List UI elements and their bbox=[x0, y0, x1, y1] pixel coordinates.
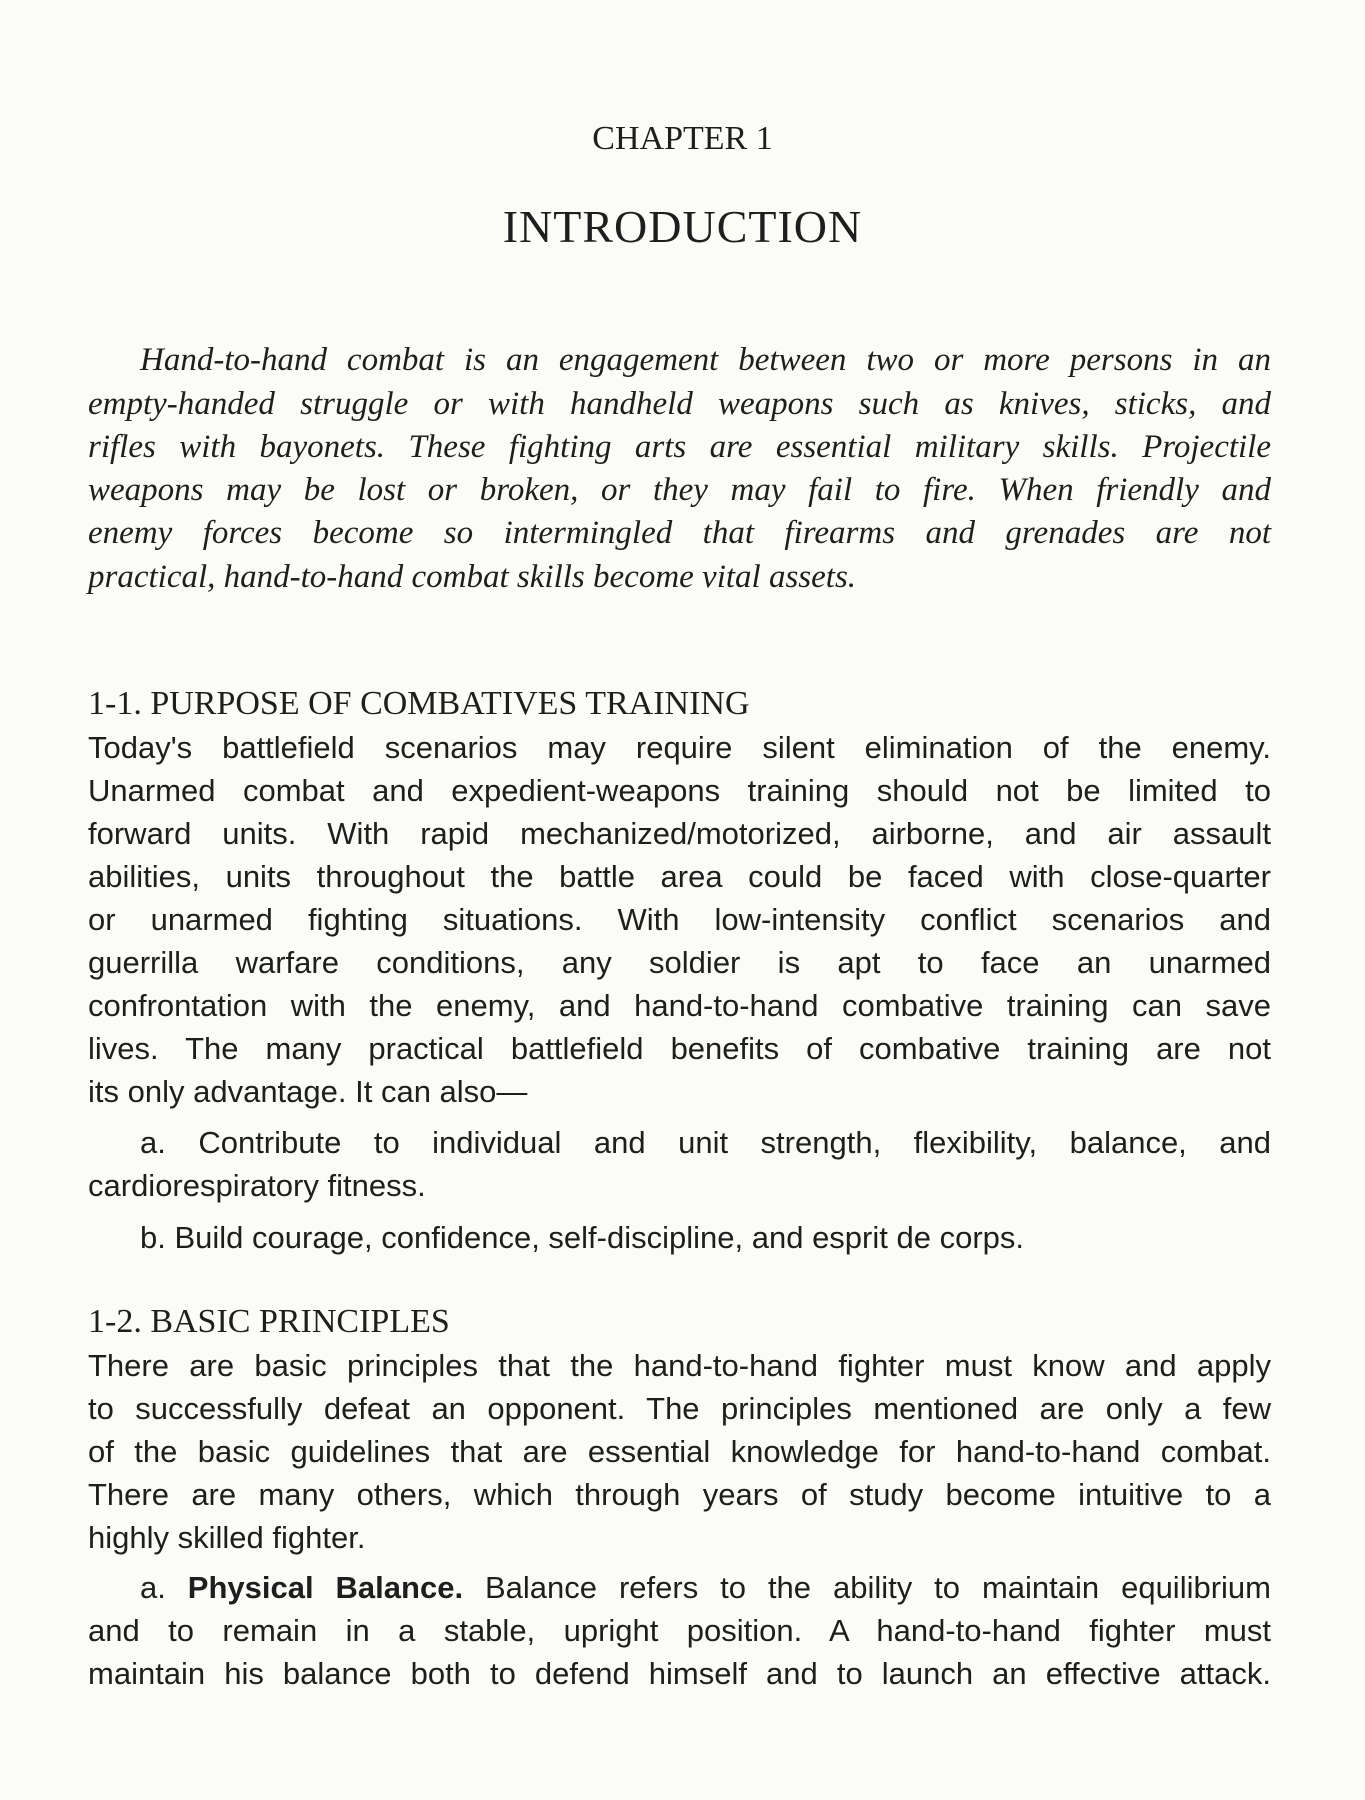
item-prefix: a. bbox=[140, 1570, 188, 1605]
chapter-title: INTRODUCTION bbox=[502, 201, 863, 252]
body-line: forward units. With rapid mechanized/motorized, airborne, and air assault bbox=[88, 816, 1271, 851]
principle-text: Balance refers to the ability to maintain equilibrium bbox=[463, 1570, 1271, 1605]
body-line: There are many others, which through years of study become intuitive to a bbox=[88, 1477, 1271, 1512]
list-item-a: a. Contribute to individual and unit strength, flexibility, balance, and bbox=[140, 1125, 1271, 1160]
principle-term: Physical Balance. bbox=[187, 1570, 464, 1605]
chapter-label: CHAPTER 1 bbox=[592, 120, 773, 157]
list-item-a-cont: cardiorespiratory fitness. bbox=[88, 1168, 426, 1203]
body-line: confrontation with the enemy, and hand-to-hand combative training can save bbox=[88, 988, 1271, 1023]
body-line: guerrilla warfare conditions, any soldier is apt to face an unarmed bbox=[88, 945, 1271, 980]
intro-line: enemy forces become so intermingled that firearms and grenades are not bbox=[88, 515, 1271, 551]
intro-line: Hand-to-hand combat is an engagement between two or more persons in an bbox=[140, 342, 1271, 378]
intro-line: weapons may be lost or broken, or they may fail to fire. When friendly and bbox=[88, 472, 1271, 508]
body-line: maintain his balance both to defend himself and to launch an effective attack. bbox=[88, 1656, 1271, 1691]
body-line: abilities, units throughout the battle area could be faced with close-quarter bbox=[88, 859, 1271, 894]
body-line: of the basic guidelines that are essential knowledge for hand-to-hand combat. bbox=[88, 1434, 1271, 1469]
body-line: its only advantage. It can also— bbox=[88, 1074, 528, 1109]
body-line: to successfully defeat an opponent. The principles mentioned are only a few bbox=[88, 1391, 1271, 1426]
list-item-b: b. Build courage, confidence, self-discipline, and esprit de corps. bbox=[140, 1220, 1024, 1255]
body-line: highly skilled fighter. bbox=[88, 1520, 366, 1555]
body-line: and to remain in a stable, upright position. A hand-to-hand fighter must bbox=[88, 1613, 1271, 1648]
body-line: Unarmed combat and expedient-weapons training should not be limited to bbox=[88, 773, 1271, 808]
intro-line: practical, hand-to-hand combat skills become vital assets. bbox=[88, 559, 857, 595]
body-line: lives. The many practical battlefield benefits of combative training are not bbox=[88, 1031, 1271, 1066]
intro-line: empty-handed struggle or with handheld weapons such as knives, sticks, and bbox=[88, 386, 1271, 422]
section-heading: 1-2. BASIC PRINCIPLES bbox=[88, 1303, 450, 1340]
body-line: There are basic principles that the hand-to-hand fighter must know and apply bbox=[88, 1348, 1271, 1383]
body-line: Today's battlefield scenarios may require silent elimination of the enemy. bbox=[88, 730, 1271, 765]
body-line: or unarmed fighting situations. With low-intensity conflict scenarios and bbox=[88, 902, 1271, 937]
section-heading: 1-1. PURPOSE OF COMBATIVES TRAINING bbox=[88, 685, 750, 722]
principle-a bbox=[88, 1568, 1271, 1608]
intro-line: rifles with bayonets. These fighting arts are essential military skills. Projectile bbox=[88, 429, 1271, 465]
